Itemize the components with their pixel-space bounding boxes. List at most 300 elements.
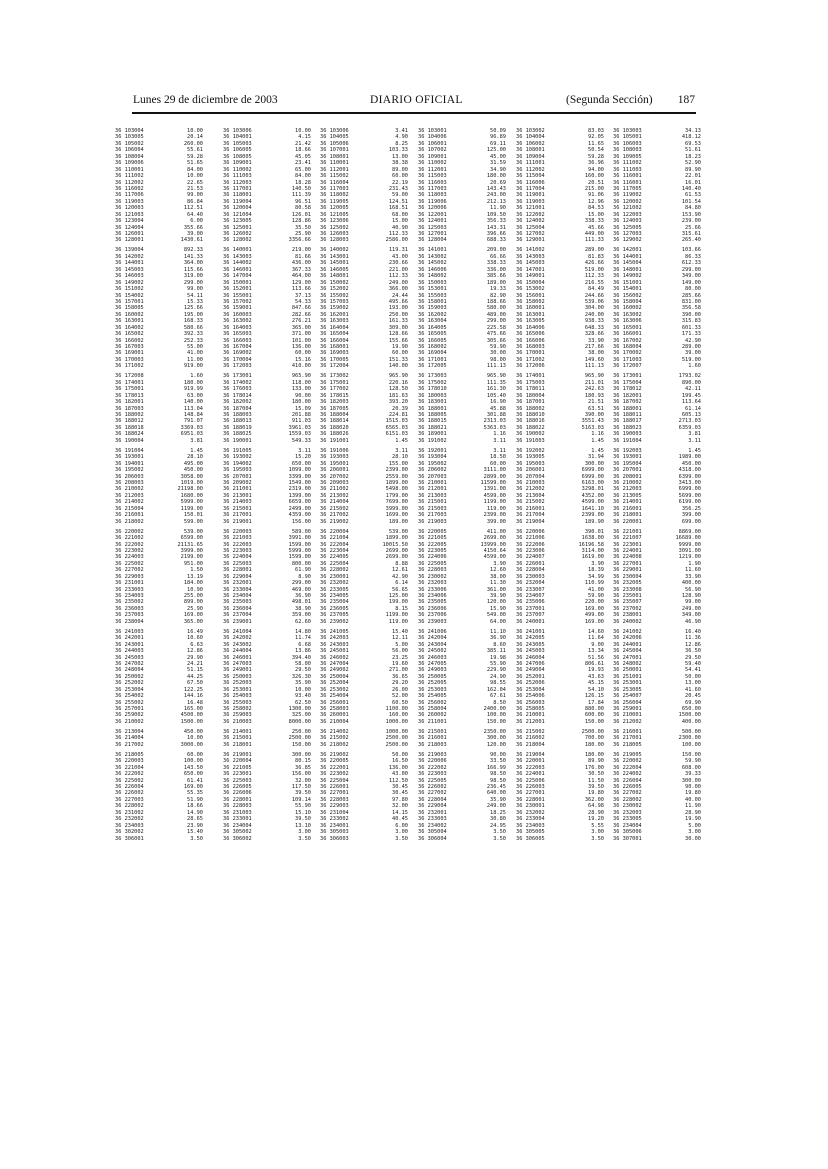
item-code: 36 236003 [115, 605, 144, 612]
item-code: 36 191003 [516, 437, 545, 444]
item-value: 162.04 [486, 686, 506, 693]
item-value: 55.90 [295, 803, 311, 810]
item-value: 39.00 [685, 350, 701, 357]
item-code: 36 169001 [115, 350, 144, 357]
item-value: 6659.00 [288, 499, 311, 506]
item-code: 36 129001 [516, 237, 545, 244]
item-value: 16.90 [490, 399, 506, 406]
item-value: 84.00 [187, 166, 203, 173]
item-value: 338.33 [584, 218, 604, 225]
item-value: 15.09 [295, 405, 311, 412]
item-code: 36 192001 [418, 447, 447, 454]
item-code: 36 191001 [320, 437, 349, 444]
item-value: 475.66 [486, 331, 506, 338]
item-code: 36 222002 [115, 771, 144, 778]
item-value: 144.16 [183, 693, 203, 700]
item-value: 319.00 [183, 273, 203, 280]
item-code: 36 171002 [516, 356, 545, 363]
item-code: 36 195002 [418, 460, 447, 467]
item-code: 36 154002 [115, 292, 144, 299]
item-code: 36 192003 [613, 447, 642, 454]
item-value: 169.00 [183, 784, 203, 791]
item-code: 36 190003 [613, 431, 642, 438]
item-code: 36 188015 [418, 418, 447, 425]
item-value: 300.00 [584, 460, 604, 467]
item-value: 4150.64 [483, 547, 506, 554]
item-value: 193.00 [388, 305, 408, 312]
item-value: 50.00 [392, 751, 408, 758]
item-code: 36 187004 [223, 405, 252, 412]
item-value: 45.15 [588, 680, 604, 687]
item-code: 36 221005 [223, 764, 252, 771]
item-value: 426.66 [584, 260, 604, 267]
item-code: 36 166005 [418, 337, 447, 344]
item-value: 63.51 [588, 405, 604, 412]
item-code: 36 140002 [320, 247, 349, 254]
item-value: 892.33 [183, 247, 203, 254]
item-value: 6.68 [298, 641, 311, 648]
item-code: 36 191004 [613, 437, 642, 444]
item-code: 36 119004 [223, 198, 252, 205]
item-value: 119.00 [486, 505, 506, 512]
item-value: 250.00 [291, 728, 311, 735]
item-value: 25.90 [187, 605, 203, 612]
item-value: 21.42 [295, 140, 311, 147]
item-value: 2699.00 [483, 535, 506, 542]
item-code: 36 233003 [418, 816, 447, 823]
item-code: 36 240002 [613, 618, 642, 625]
item-code: 36 254006 [516, 693, 545, 700]
item-value: 2399.00 [581, 512, 604, 519]
item-code: 36 213004 [115, 728, 144, 735]
item-code: 36 188001 [418, 405, 447, 412]
item-code: 36 163001 [115, 318, 144, 325]
item-value: 19.80 [588, 790, 604, 797]
item-code: 36 183001 [418, 399, 447, 406]
item-code: 36 143003 [516, 253, 545, 260]
item-code: 36 219005 [613, 751, 642, 758]
item-code: 36 103001 [418, 128, 447, 134]
item-value: 11599.00 [480, 479, 506, 486]
item-value: 150.00 [291, 741, 311, 748]
item-value: 3.50 [395, 835, 408, 842]
item-code: 36 231003 [223, 809, 252, 816]
item-value: 10.90 [187, 586, 203, 593]
item-code: 36 120006 [418, 205, 447, 212]
item-value: 118.00 [291, 379, 311, 386]
item-code: 36 243001 [115, 641, 144, 648]
item-code: 36 162001 [320, 311, 349, 318]
item-code: 36 115002 [320, 173, 349, 180]
item-code: 36 148001 [613, 266, 642, 273]
item-code: 36 117001 [223, 185, 252, 192]
item-code: 36 148001 [320, 273, 349, 280]
item-value: 880.00 [584, 706, 604, 713]
item-value: 45.88 [490, 405, 506, 412]
item-value: 21.53 [187, 185, 203, 192]
item-code: 36 217003 [418, 512, 447, 519]
item-code: 36 227001 [613, 560, 642, 567]
item-code: 36 231002 [115, 809, 144, 816]
item-value: 20.39 [392, 405, 408, 412]
item-code: 36 164006 [516, 324, 545, 331]
item-value: 400.00 [681, 580, 701, 587]
item-code: 36 158004 [613, 298, 642, 305]
item-code: 36 159003 [418, 305, 447, 312]
item-value: 5363.03 [483, 424, 506, 431]
item-code: 36 147004 [223, 273, 252, 280]
item-value: 1.90 [688, 560, 701, 567]
item-value: 35.90 [295, 680, 311, 687]
item-value: 180.00 [291, 399, 311, 406]
item-code: 36 210002 [115, 486, 144, 493]
item-code: 36 235007 [613, 599, 642, 606]
item-value: 6.00 [190, 218, 203, 225]
item-code: 36 228004 [516, 567, 545, 574]
item-value: 16.40 [685, 628, 701, 635]
item-code: 36 108004 [115, 153, 144, 160]
item-code: 36 188025 [223, 431, 252, 438]
item-code: 36 106002 [516, 140, 545, 147]
item-code: 36 306005 [516, 835, 545, 842]
item-code: 36 247003 [223, 660, 252, 667]
item-code: 36 193004 [418, 454, 447, 461]
item-value: 22.01 [685, 173, 701, 180]
item-code: 36 165003 [223, 331, 252, 338]
item-value: 3.00 [395, 829, 408, 836]
item-value: 100.00 [486, 712, 506, 719]
item-value: 119.00 [388, 618, 408, 625]
item-code: 36 127003 [613, 231, 642, 237]
item-value: 349.00 [681, 612, 701, 619]
item-value: 601.33 [681, 324, 701, 331]
item-code: 36 254002 [115, 693, 144, 700]
item-value: 13.00 [392, 153, 408, 160]
item-code: 36 237003 [115, 612, 144, 619]
item-code: 36 245003 [115, 654, 144, 661]
item-value: 15.16 [295, 356, 311, 363]
item-value: 42.11 [685, 386, 701, 393]
item-value: 26.00 [392, 686, 408, 693]
item-code: 36 108005 [223, 153, 252, 160]
item-value: 495.66 [388, 298, 408, 305]
item-code: 36 242004 [418, 635, 447, 642]
item-value: 32.00 [295, 777, 311, 784]
item-code: 36 305006 [613, 829, 642, 836]
item-code: 36 166002 [115, 337, 144, 344]
item-value: 181.63 [388, 392, 408, 399]
item-code: 36 168002 [418, 344, 447, 351]
item-value: 51.90 [187, 796, 203, 803]
item-code: 36 228002 [613, 796, 642, 803]
item-code: 36 149002 [613, 273, 642, 280]
item-code: 36 206001 [516, 467, 545, 474]
item-code: 36 111001 [516, 160, 545, 167]
item-value: 650.00 [681, 706, 701, 713]
item-code: 36 141002 [516, 247, 545, 254]
item-code: 36 141001 [418, 247, 447, 254]
item-value: 24.95 [490, 822, 506, 829]
item-code: 36 168001 [320, 344, 349, 351]
item-code: 36 173001 [223, 373, 252, 380]
item-code: 36 238001 [613, 612, 642, 619]
item-value: 599.00 [183, 518, 203, 525]
item-code: 36 233005 [320, 586, 349, 593]
item-code: 36 305004 [418, 829, 447, 836]
item-code: 36 143003 [223, 253, 252, 260]
item-code: 36 129002 [613, 237, 642, 244]
item-value: 364.00 [183, 260, 203, 267]
item-code: 36 228003 [418, 567, 447, 574]
item-code: 36 150004 [516, 279, 545, 286]
item-value: 180.00 [183, 379, 203, 386]
item-code: 36 225003 [223, 560, 252, 567]
item-code: 36 194001 [115, 460, 144, 467]
item-value: 16689.00 [675, 535, 701, 542]
item-code: 36 246003 [418, 654, 447, 661]
item-code: 36 206002 [418, 467, 447, 474]
item-value: 399.00 [486, 518, 506, 525]
item-value: 3.90 [493, 560, 506, 567]
item-value: 1680.00 [180, 492, 203, 499]
item-code: 36 243005 [516, 641, 545, 648]
item-code: 36 230003 [516, 573, 545, 580]
item-value: 5699.00 [678, 492, 701, 499]
item-code: 36 235001 [613, 593, 642, 599]
item-code: 36 164002 [115, 324, 144, 331]
item-code: 36 142001 [613, 247, 642, 254]
item-code: 36 126001 [115, 231, 144, 237]
item-value: 244.66 [584, 292, 604, 299]
item-value: 938.33 [584, 318, 604, 325]
item-code: 36 177002 [320, 386, 349, 393]
item-value: 2500.00 [385, 735, 408, 742]
item-code: 36 219003 [418, 518, 447, 525]
item-value: 8.88 [395, 560, 408, 567]
item-value: 28.65 [187, 816, 203, 823]
item-value: 305.66 [486, 337, 506, 344]
item-value: 97.80 [392, 796, 408, 803]
item-code: 36 260001 [320, 712, 349, 719]
item-value: 209.00 [486, 247, 506, 254]
item-code: 36 116006 [516, 179, 545, 186]
item-value: 211.01 [584, 379, 604, 386]
item-value: 3.00 [591, 829, 604, 836]
item-code: 36 157003 [320, 298, 349, 305]
item-value: 18.23 [685, 153, 701, 160]
item-code: 36 212001 [418, 486, 447, 493]
item-code: 36 305002 [223, 829, 252, 836]
item-value: 38.00 [588, 350, 604, 357]
item-code: 36 214004 [115, 735, 144, 742]
item-code: 36 241002 [613, 628, 642, 635]
item-code: 36 224001 [613, 547, 642, 554]
item-value: 11.65 [588, 140, 604, 147]
item-value: 464.00 [291, 273, 311, 280]
item-code: 36 220006 [516, 528, 545, 535]
item-value: 40.45 [392, 816, 408, 823]
item-value: 965.90 [584, 373, 604, 380]
item-code: 36 163002 [613, 311, 642, 318]
item-code: 36 247006 [516, 660, 545, 667]
item-value: 700.00 [584, 735, 604, 742]
item-code: 36 110002 [418, 160, 447, 167]
item-value: 156.00 [291, 518, 311, 525]
item-code: 36 171003 [613, 356, 642, 363]
item-value: 605.13 [681, 412, 701, 418]
item-code: 36 191006 [320, 447, 349, 454]
item-value: 1430.61 [180, 237, 203, 244]
item-value: 115.66 [183, 266, 203, 273]
item-value: 5498.00 [385, 486, 408, 493]
item-code: 36 111003 [613, 166, 642, 173]
item-code: 36 255003 [223, 699, 252, 706]
item-code: 36 242003 [320, 635, 349, 642]
item-value: 112.33 [584, 273, 604, 280]
item-value: 129.00 [291, 279, 311, 286]
item-code: 36 236006 [418, 605, 447, 612]
item-value: 112.33 [388, 231, 408, 237]
item-value: 648.33 [584, 324, 604, 331]
item-code: 36 159002 [320, 305, 349, 312]
item-code: 36 182001 [613, 392, 642, 399]
item-code: 36 110001 [320, 160, 349, 167]
item-code: 36 230001 [516, 803, 545, 810]
item-value: 59.90 [490, 344, 506, 351]
item-value: 225.58 [486, 324, 506, 331]
item-code: 36 219001 [223, 518, 252, 525]
item-value: 35.90 [490, 796, 506, 803]
item-value: 236.45 [486, 784, 506, 791]
item-code: 36 176003 [223, 386, 252, 393]
item-code: 36 215003 [418, 505, 447, 512]
item-value: 100.00 [183, 758, 203, 765]
item-value: 1.50 [190, 567, 203, 574]
item-code: 36 174002 [223, 379, 252, 386]
item-value: 3.50 [591, 835, 604, 842]
item-code: 36 238004 [115, 618, 144, 625]
item-code: 36 258005 [516, 706, 545, 713]
item-value: 96.51 [295, 198, 311, 205]
item-value: 12.86 [187, 648, 203, 655]
item-code: 36 109001 [223, 160, 252, 167]
item-code: 36 127002 [516, 231, 545, 237]
item-value: 11.74 [295, 635, 311, 642]
item-code: 36 233007 [516, 586, 545, 593]
item-value: 6359.03 [678, 424, 701, 431]
item-code: 36 124001 [418, 218, 447, 225]
item-code: 36 253003 [418, 686, 447, 693]
item-code: 36 104001 [223, 134, 252, 141]
item-code: 36 228004 [418, 796, 447, 803]
item-value: 28.10 [392, 454, 408, 461]
item-code: 36 221001 [613, 528, 642, 535]
item-value: 101.54 [681, 198, 701, 205]
item-code: 36 220003 [115, 758, 144, 765]
item-code: 36 124004 [115, 224, 144, 231]
item-code: 36 306004 [418, 835, 447, 842]
item-code: 36 253002 [320, 686, 349, 693]
item-value: 171.33 [681, 331, 701, 338]
item-value: 59.28 [187, 153, 203, 160]
item-code: 36 159001 [223, 305, 252, 312]
item-value: 125.00 [388, 593, 408, 599]
item-value: 800.00 [291, 560, 311, 567]
item-value: 400.00 [681, 718, 701, 725]
item-code: 36 227001 [320, 790, 349, 797]
item-code: 36 247005 [418, 660, 447, 667]
item-code: 36 235006 [516, 599, 545, 606]
item-value: 399.00 [681, 512, 701, 519]
item-value: 361.00 [486, 586, 506, 593]
item-code: 36 237006 [418, 612, 447, 619]
item-code: 36 260002 [418, 712, 447, 719]
item-value: 13.00 [685, 680, 701, 687]
item-value: 394.40 [291, 654, 311, 661]
item-value: 2699.00 [385, 547, 408, 554]
item-code: 36 169004 [418, 350, 447, 357]
item-value: 791.07 [183, 418, 203, 425]
item-code: 36 126002 [223, 231, 252, 237]
item-value: 299.00 [681, 266, 701, 273]
item-value: 81.66 [295, 253, 311, 260]
header-journal-title: DIARIO OFICIAL [370, 94, 463, 106]
item-value: 11.90 [685, 803, 701, 810]
item-code: 36 232005 [613, 580, 642, 587]
item-value: 11.50 [588, 777, 604, 784]
item-value: 365.00 [291, 324, 311, 331]
item-value: 176.00 [584, 764, 604, 771]
item-code: 36 103006 [320, 128, 349, 134]
item-value: 113.04 [183, 405, 203, 412]
item-value: 96.89 [490, 134, 506, 141]
item-code: 36 193005 [516, 454, 545, 461]
item-code: 36 156002 [613, 292, 642, 299]
table-column [223, 128, 319, 842]
item-value: 15.00 [392, 218, 408, 225]
item-code: 36 121002 [613, 205, 642, 212]
item-value: 15.10 [295, 809, 311, 816]
item-value: 8.15 [395, 605, 408, 612]
item-value: 9.00 [591, 641, 604, 648]
item-value: 58.00 [295, 660, 311, 667]
item-code: 36 215002 [320, 735, 349, 742]
item-code: 36 157002 [223, 298, 252, 305]
item-value: 8.90 [298, 573, 311, 580]
item-value: 55.90 [490, 660, 506, 667]
item-code: 36 215002 [516, 499, 545, 506]
item-code: 36 191002 [418, 437, 447, 444]
item-code: 36 119006 [418, 198, 447, 205]
item-value: 965.90 [388, 373, 408, 380]
item-code: 36 227001 [516, 790, 545, 797]
item-code: 36 188003 [223, 412, 252, 418]
item-value: 150.01 [183, 512, 203, 519]
item-code: 36 220002 [115, 528, 144, 535]
item-value: 67.50 [187, 680, 203, 687]
item-code: 36 118003 [418, 192, 447, 199]
item-code: 36 109006 [115, 160, 144, 167]
item-code: 36 174001 [115, 379, 144, 386]
item-value: 549.33 [291, 437, 311, 444]
item-value: 40.00 [685, 796, 701, 803]
item-code: 36 145002 [418, 260, 447, 267]
item-value: 580.00 [486, 305, 506, 312]
item-value: 249.00 [486, 803, 506, 810]
item-code: 36 164004 [320, 324, 349, 331]
item-code: 36 252004 [320, 680, 349, 687]
table-row [613, 836, 709, 842]
